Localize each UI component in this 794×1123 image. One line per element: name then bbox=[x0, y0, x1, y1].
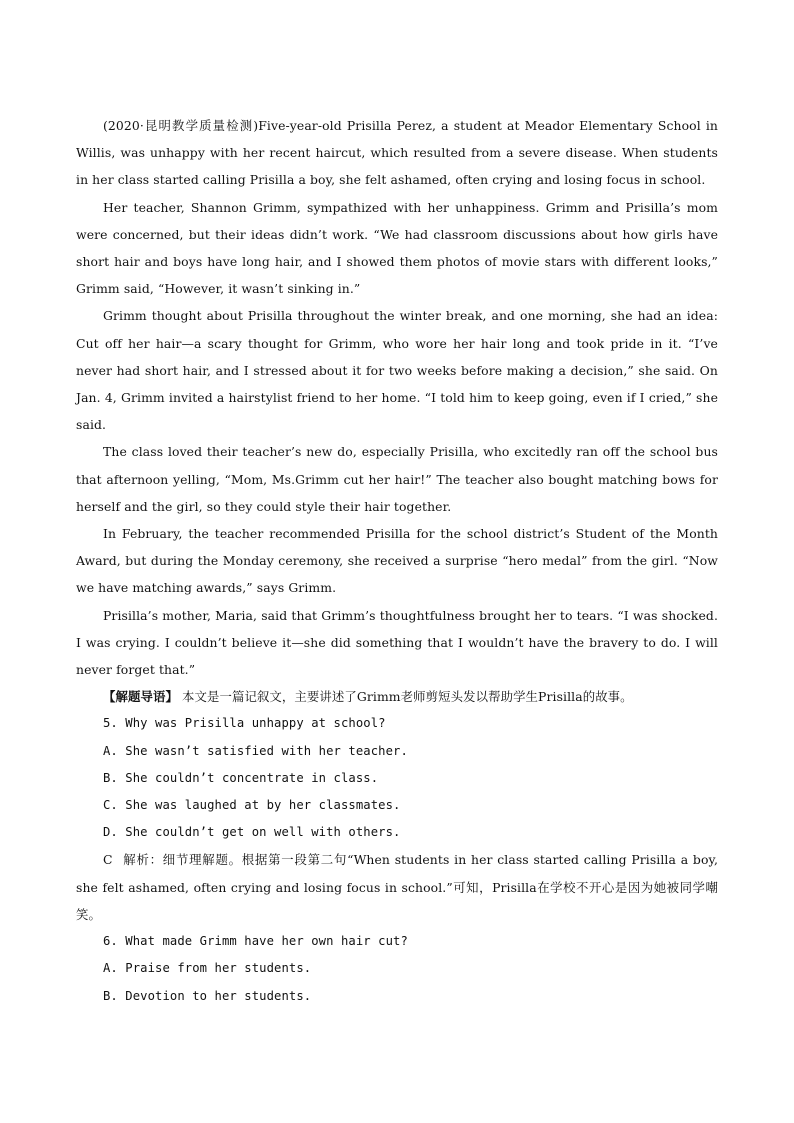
question-6-option-b: B. Devotion to her students. bbox=[103, 988, 312, 1003]
passage-paragraph-6: Prisilla’s mother, Maria, said that Grimm’s thoughtfulness brought her to tears. “I was shocked. I was crying. I couldn’t believe it—she did something that I wouldn’t have the bravery to do. I will never forget that.” bbox=[76, 607, 718, 678]
question-6-option-a: A. Praise from her students. bbox=[103, 961, 312, 976]
question-5-analysis-text: 解析：细节理解题。根据第一段第二句“When students in her class started calling Prisilla a boy, she felt ashamed, often crying and losing focus in school.”可知，Prisilla在学校不开心是因为她被同学嘲笑。 bbox=[76, 852, 718, 922]
question-5-option-a: A. She wasn’t satisfied with her teacher. bbox=[103, 743, 408, 758]
guide-text: 本文是一篇记叙文，主要讲述了Grimm老师剪短头发以帮助学生Prisilla的故事。 bbox=[182, 689, 633, 705]
passage-paragraph-1 bbox=[76, 112, 718, 194]
question-5-option-c: C. She was laughed at by her classmates. bbox=[103, 798, 401, 813]
question-5-analysis bbox=[76, 846, 718, 928]
paragraph-text: Five-year-old Prisilla Perez, a student at Meador Elementary School in Willis, was unhappy with her recent haircut, which resulted from a severe disease. When students in her class started calling Prisilla a boy, she felt ashamed, often crying and losing focus in school. bbox=[76, 118, 718, 188]
question-5-stem: 5. Why was Prisilla unhappy at school? bbox=[103, 716, 386, 731]
passage-paragraph-5: In February, the teacher recommended Prisilla for the school district’s Student of the Month Award, but during the Monday ceremony, she received a surprise “hero medal” from the girl. “Now we have matching awards,” says Grimm. bbox=[76, 526, 718, 596]
question-5-option-b: B. She couldn’t concentrate in class. bbox=[103, 770, 379, 785]
passage-paragraph-3: Grimm thought about Prisilla throughout the winter break, and one morning, she had an idea: Cut off her hair—a scary thought for Grimm, who wore her hair long and took pride in it. “I’ve never had short hair, and I stressed about it for two weeks before making a decision,” she said. On Jan. 4, Grimm invited a hairstylist friend to her home. “I told him to keep going, even if I cried,” she said. bbox=[76, 308, 718, 433]
question-6-stem: 6. What made Grimm have her own hair cut? bbox=[103, 934, 408, 949]
question-5-option-d: D. She couldn’t get on well with others. bbox=[103, 825, 401, 840]
guide-label: 【解题导语】 bbox=[103, 689, 178, 705]
guide-line bbox=[76, 683, 718, 710]
document-content bbox=[76, 112, 718, 1010]
passage-paragraph-4: The class loved their teacher’s new do, especially Prisilla, who excitedly ran off the school bus that afternoon yelling, “Mom, Ms.Grimm cut her hair!” The teacher also bought matching bows for herself and the girl, so they could style their hair together. bbox=[76, 444, 718, 514]
passage-paragraph-2: Her teacher, Shannon Grimm, sympathized with her unhappiness. Grimm and Prisilla’s mom were concerned, but their ideas didn’t work. “We had classroom discussions about how girls have short hair and boys have long hair, and I showed them photos of movie stars with different looks,” Grimm said, “However, it wasn’t sinking in.” bbox=[76, 199, 718, 297]
question-5-answer: C bbox=[103, 852, 113, 868]
source-note: (2020·昆明教学质量检测) bbox=[103, 118, 259, 133]
